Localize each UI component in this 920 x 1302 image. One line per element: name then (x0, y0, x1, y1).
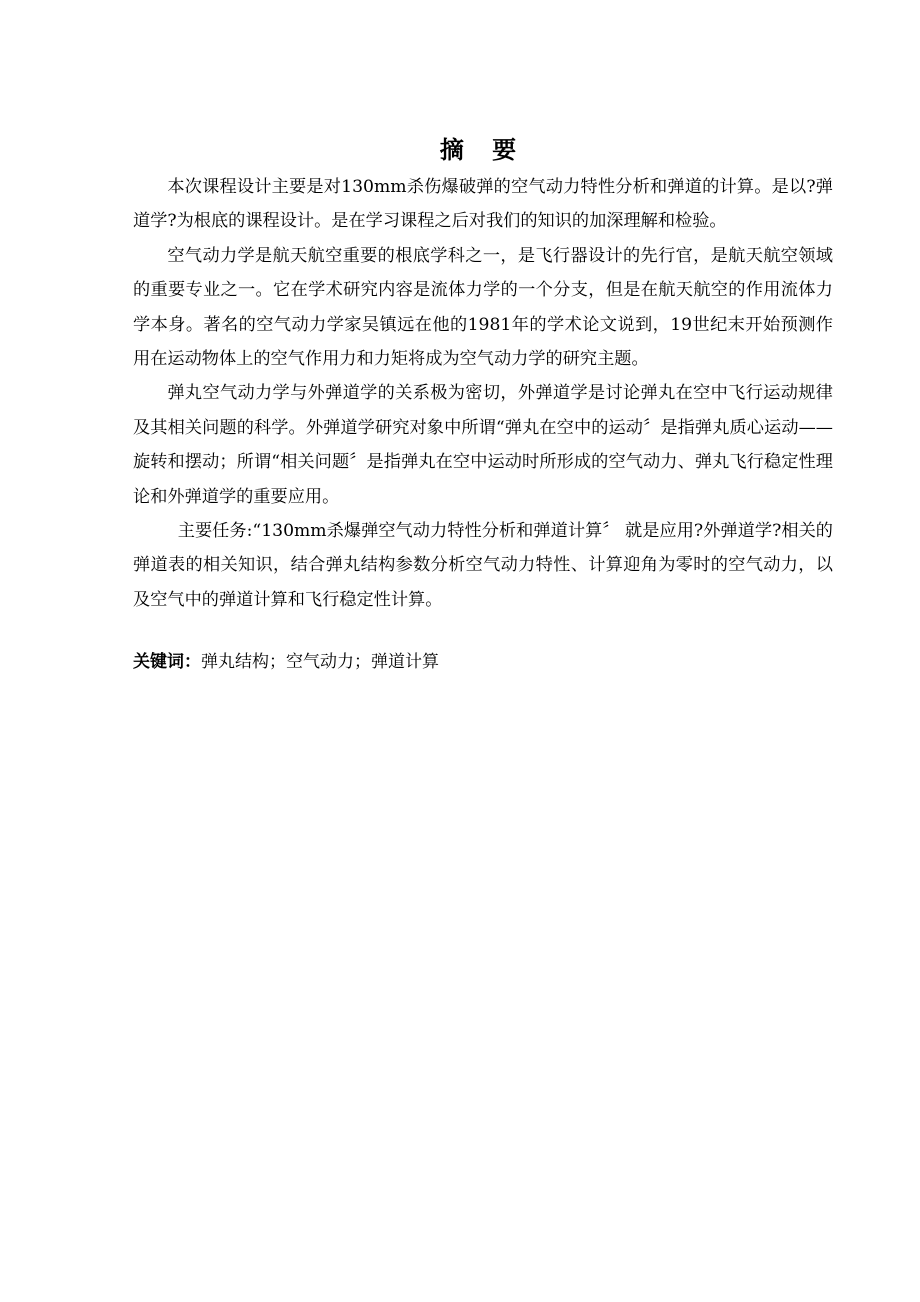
abstract-paragraph-1: 本次课程设计主要是对130mm杀伤爆破弹的空气动力特性分析和弹道的计算。是以?弹道学?为根底的课程设计。是在学习课程之后对我们的知识的加深理解和检验。 (133, 177, 833, 232)
abstract-paragraph-3: 弹丸空气动力学与外弹道学的关系极为密切，外弹道学是讨论弹丸在空中飞行运动规律及其相关问题的科学。外弹道学研究对象中所谓“弹丸在空中的运动〞是指弹丸质心运动——旋转和摆动；所谓“相关问题〞是指弹丸在空中运动时所形成的空气动力、弹丸飞行稳定性理论和外弹道学的重要应用。 (133, 383, 833, 507)
abstract-body (133, 170, 833, 617)
abstract-paragraph-4: 主要任务:“130mm杀爆弹空气动力特性分析和弹道计算〞 就是应用?外弹道学?相关的弹道表的相关知识，结合弹丸结构参数分析空气动力特性、计算迎角为零时的空气动力，以及空气中的弹道计算和飞行稳定性计算。 (133, 521, 833, 610)
abstract-paragraph-2: 空气动力学是航天航空重要的根底学科之一，是飞行器设计的先行官，是航天航空领域的重要专业之一。它在学术研究内容是流体力学的一个分支，但是在航天航空的作用流体力学本身。著名的空气动力学家吴镇远在他的1981年的学术论文说到，19世纪末开始预测作用在运动物体上的空气作用力和力矩将成为空气动力学的研究主题。 (133, 245, 833, 370)
keywords-line (133, 648, 833, 676)
keywords-value: 弹丸结构；空气动力；弹道计算 (201, 652, 439, 672)
abstract-title: 摘 要 (439, 136, 527, 164)
keywords-label: 关键词： (133, 652, 201, 672)
